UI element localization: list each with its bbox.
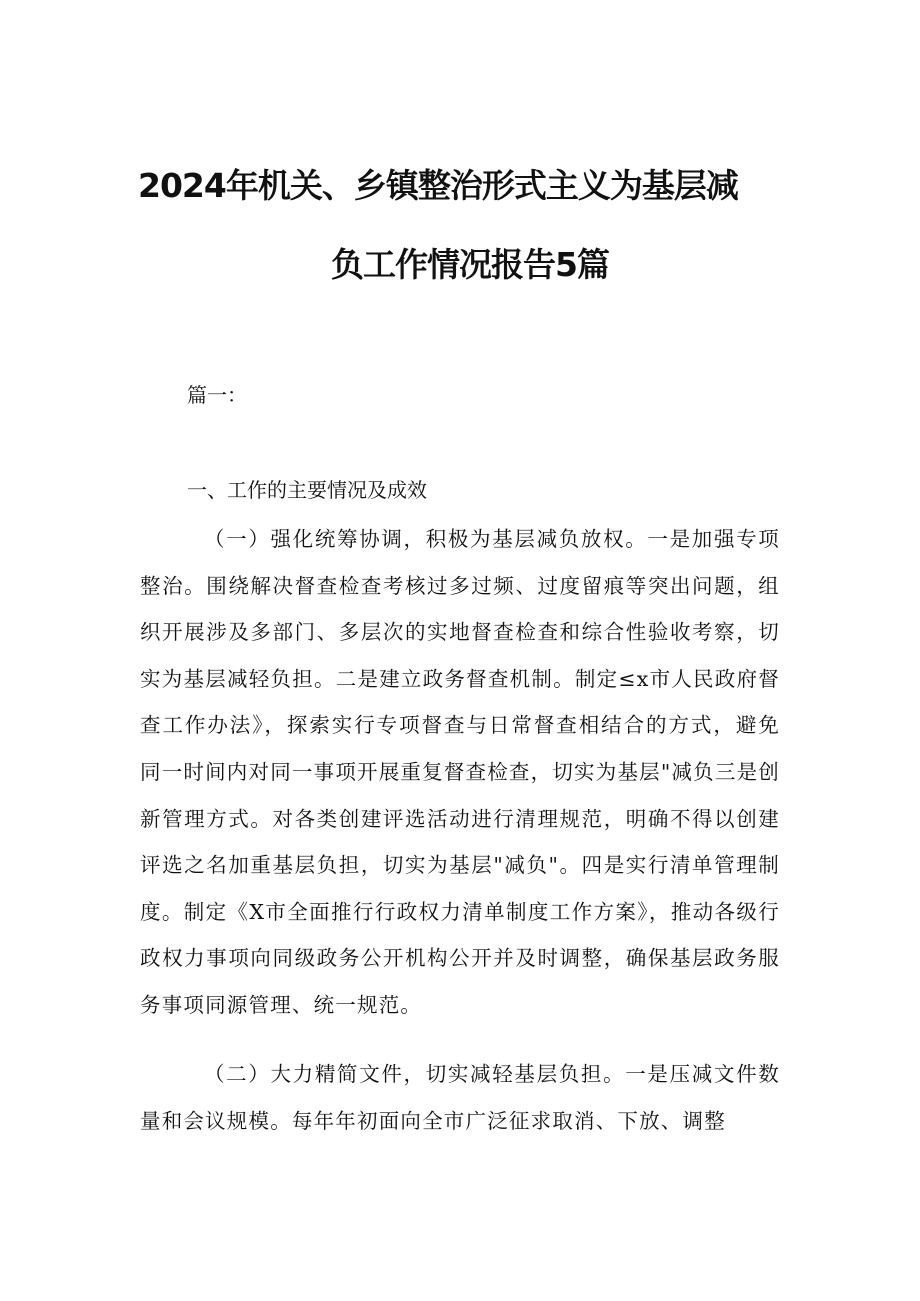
section-heading: 一、工作的主要情况及成效 [187, 478, 427, 502]
body-paragraph-2: （二）大力精简文件，切实减轻基层负担。一是压减文件数量和会议规模。每年年初面向全市广泛征求取消、下放、调整 [140, 1062, 780, 1133]
document-title-line-2: 负工作情况报告5篇 [331, 245, 609, 284]
part-label: 篇一： [187, 383, 247, 407]
document-title-line-1: 2024年机关、乡镇整治形式主义为基层减 [138, 166, 738, 205]
body-paragraph-1: （一）强化统筹协调，积极为基层减负放权。一是加强专项整治。围绕解决督查检查考核过多过频、过度留痕等突出问题，组织开展涉及多部门、多层次的实地督查检查和综合性验收考察，切实为基层减轻负担。二是建立政务督查机制。制定≤x市人民政府督查工作办法》，探索实行专项督查与日常督查相结合的方式，避免同一时间内对同一事项开展重复督查检查，切实为基层"减负三是创新管理方式。对各类创建评选活动进行清理规范，明确不得以创建评选之名加重基层负担，切实为基层"减负"。四是实行清单管理制度。制定《X市全面推行行政权力清单制度工作方案》，推动各级行政权力事项向同级政务公开机构公开并及时调整，确保基层政务服务事项同源管理、统一规范。 [140, 527, 780, 1017]
